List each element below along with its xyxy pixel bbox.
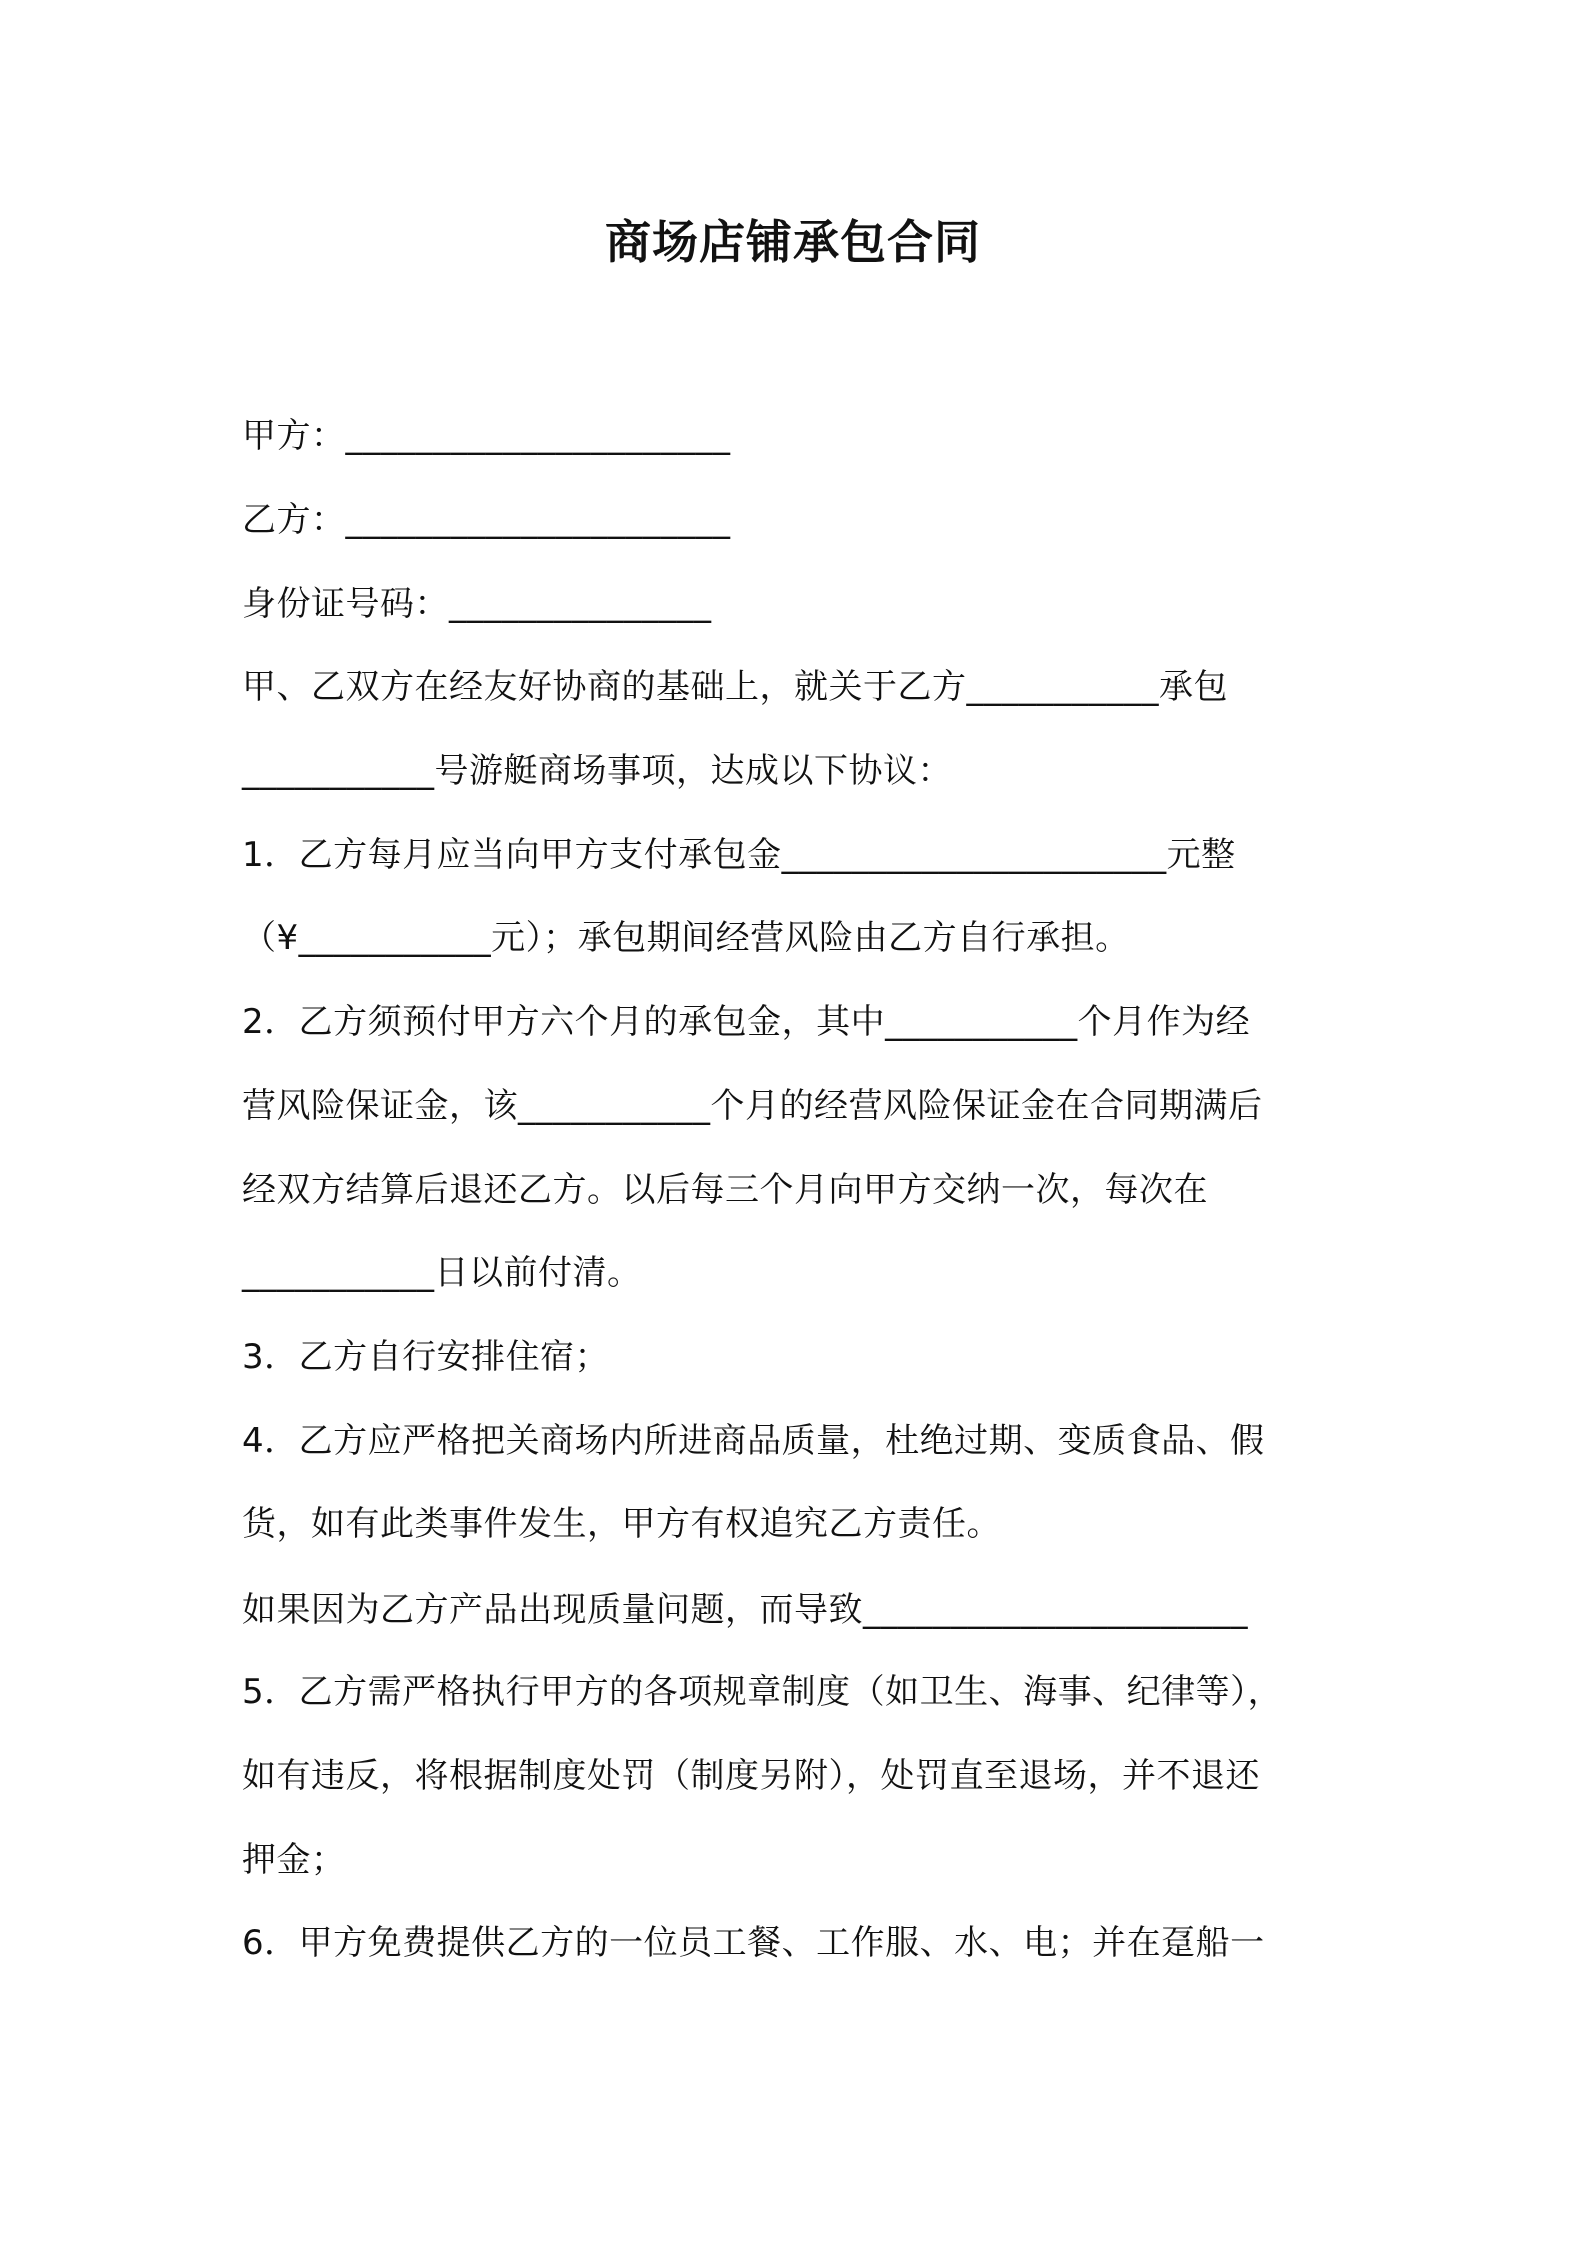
clause-4-line-2: 货，如有此类事件发生，甲方有权追究乙方责任。 xyxy=(242,1504,1001,1544)
clause-1-line-1: 1．乙方每月应当向甲方支付承包金______________________元整 xyxy=(242,835,1236,875)
id-number-field: 身份证号码：_______________ xyxy=(242,584,712,624)
clause-3-line-1: 3．乙方自行安排住宿； xyxy=(242,1337,610,1377)
clause-2-line-2: 营风险保证金，该___________个月的经营风险保证金在合同期满后 xyxy=(242,1086,1263,1126)
clause-2-line-4: ___________日以前付清。 xyxy=(242,1253,642,1293)
clause-2-line-1: 2．乙方须预付甲方六个月的承包金，其中___________个月作为经 xyxy=(242,1002,1251,1042)
clause-5-line-2: 如有违反，将根据制度处罚（制度另附），处罚直至退场，并不退还 xyxy=(242,1756,1260,1796)
party-a-field: 甲方：______________________ xyxy=(242,416,731,456)
clause-6-line-1: 6．甲方免费提供乙方的一位员工餐、工作服、水、电；并在趸船一 xyxy=(242,1923,1265,1963)
clause-1-line-2: （¥___________元）；承包期间经营风险由乙方自行承担。 xyxy=(242,918,1130,958)
clause-5-line-1: 5．乙方需严格执行甲方的各项规章制度（如卫生、海事、纪律等）， xyxy=(242,1672,1283,1712)
clause-2-line-3: 经双方结算后退还乙方。以后每三个月向甲方交纳一次，每次在 xyxy=(242,1170,1208,1210)
clause-4-line-3: 如果因为乙方产品出现质量问题，而导致______________________ xyxy=(242,1590,1248,1630)
preamble-line-2: ___________号游艇商场事项，达成以下协议： xyxy=(242,751,952,791)
clause-5-line-3: 押金； xyxy=(242,1840,346,1880)
preamble-line-1: 甲、乙双方在经友好协商的基础上，就关于乙方___________承包 xyxy=(242,667,1228,707)
party-b-field: 乙方：______________________ xyxy=(242,500,731,540)
clause-4-line-1: 4．乙方应严格把关商场内所进商品质量，杜绝过期、变质食品、假 xyxy=(242,1421,1265,1461)
document-title: 商场店铺承包合同 xyxy=(605,215,981,269)
